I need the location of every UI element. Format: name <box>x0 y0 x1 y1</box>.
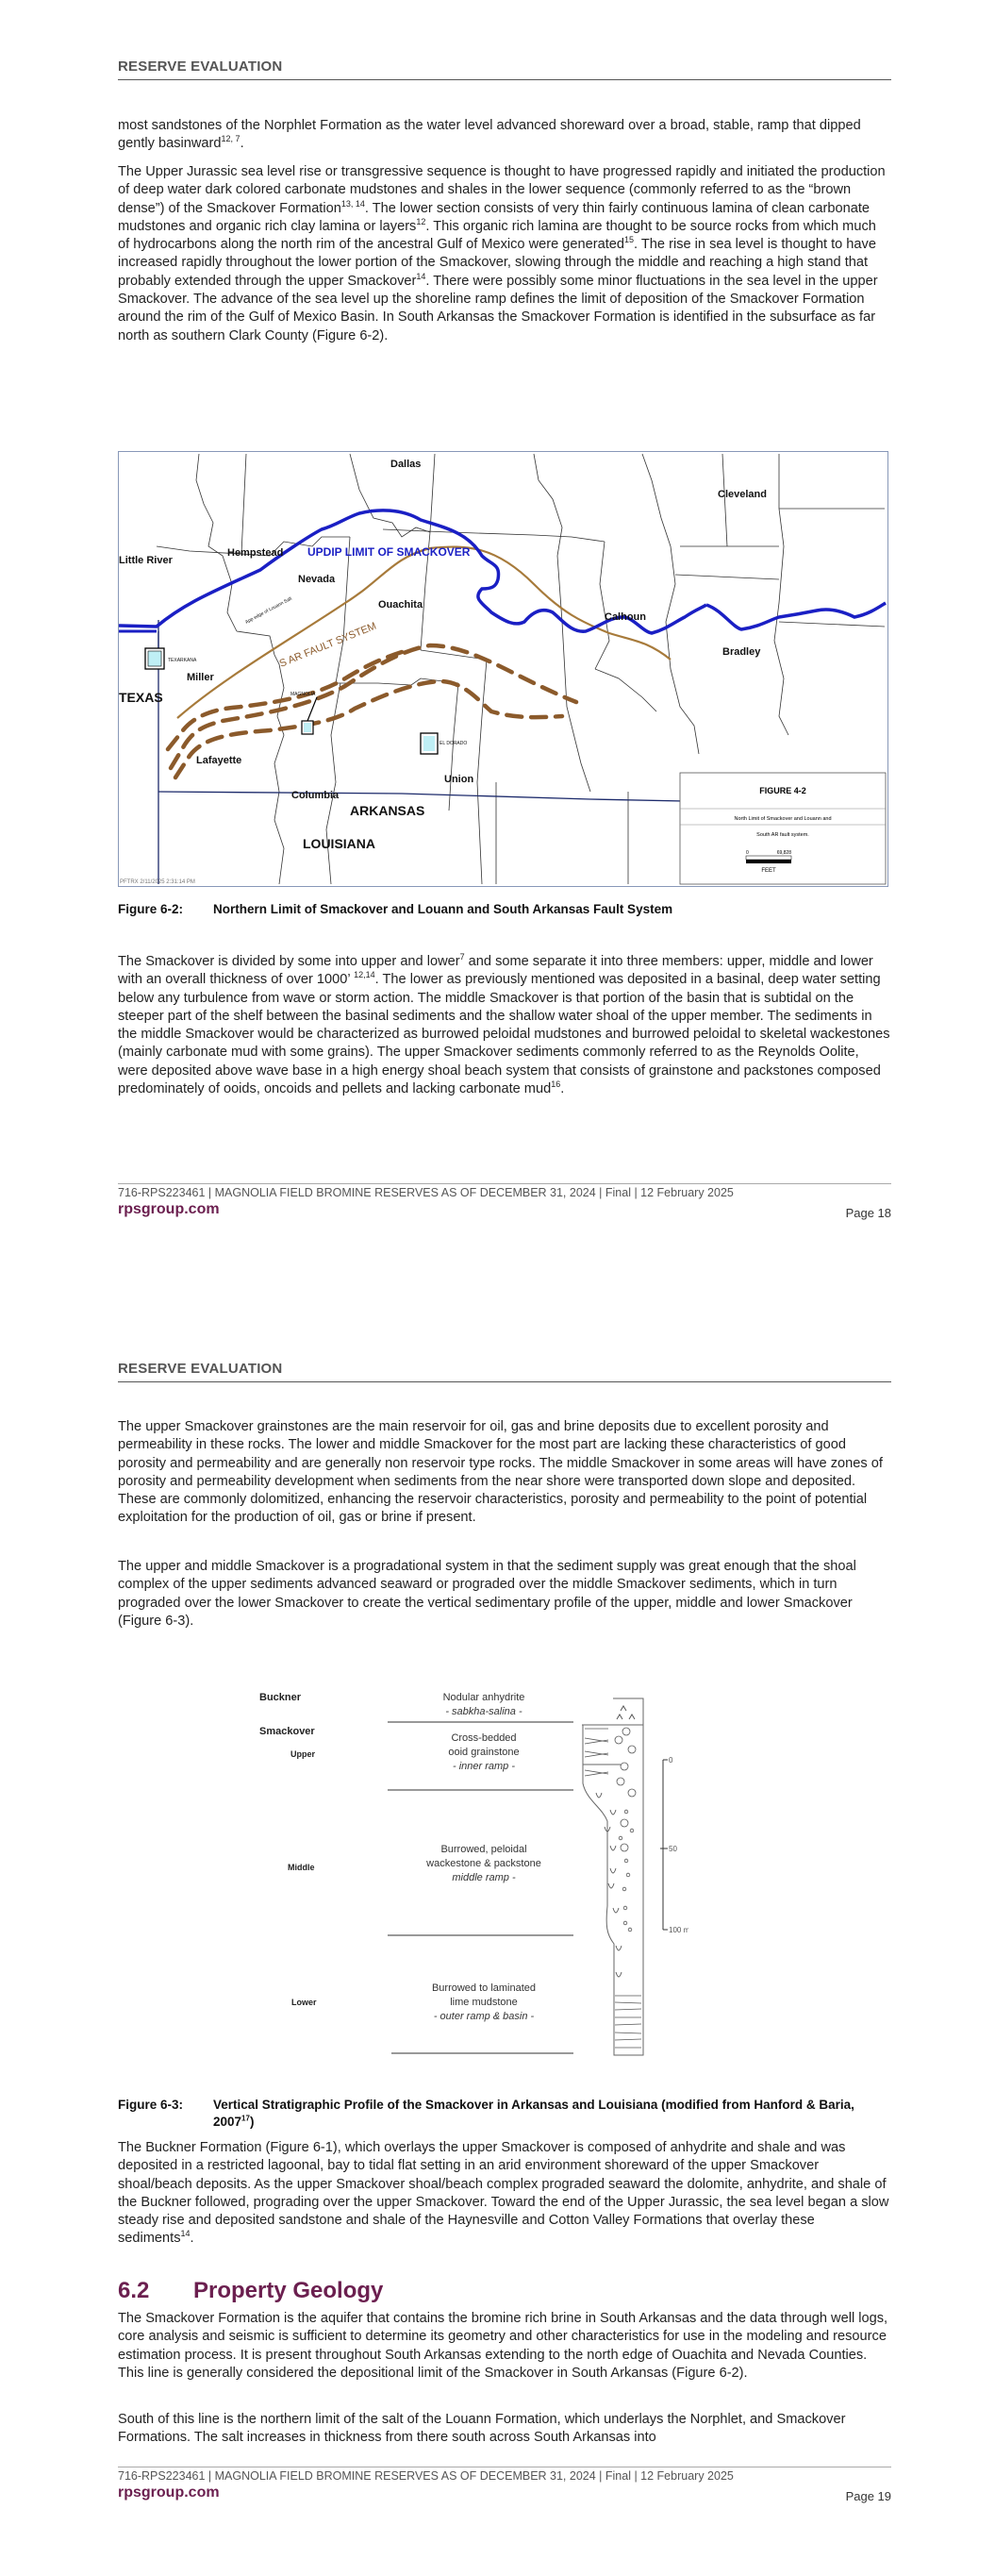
header-rule <box>118 1381 891 1382</box>
svg-text:ooid grainstone: ooid grainstone <box>448 1747 520 1758</box>
svg-text:FIGURE 4-2: FIGURE 4-2 <box>759 786 806 795</box>
svg-text:South AR fault system.: South AR fault system. <box>756 832 809 838</box>
figure-caption <box>118 2097 891 2131</box>
svg-text:TEXAS: TEXAS <box>119 690 163 705</box>
running-header: RESERVE EVALUATION <box>118 59 283 75</box>
svg-text:Dallas: Dallas <box>390 459 422 470</box>
svg-text:Nevada: Nevada <box>298 574 336 585</box>
svg-text:Calhoun: Calhoun <box>605 611 646 623</box>
paragraph: The Upper Jurassic sea level rise or transgressive sequence is thought to have progressed rapidly and initiated the production of deep water dark colored carbonate mudstones and shales in the lower sequence (commonly referred to as the “brown dense”) of the Smackover Formation$^{13, 14}$. The lower section consists of very thin fairly continuous lamina of clean carbonate mudstones and organic rich clay lamina or layers$^{12}$. This organic rich lamina are thought to be source rocks from which much of hydrocarbons along the north rim of the ancestral Gulf of Mexico were generated$^{15}$. The rise in sea level is thought to have increased rapidly throughout the lower portion of the Smackover, slowing through the middle and reaching a high stand that probably extended through the upper Smackover$^{14}$. There were possibly some minor fluctuations in the sea level in the upper Smackover. The advance of the sea level up the shoreline ramp defines the limit of deposition of the Smackover Formation around the rim of the Gulf of Mexico Basin. In South Arkansas the Smackover Formation is identified in the subsurface as far north as southern Clark County (Figure 6-2). <box>118 164 886 343</box>
figure-6-2-map <box>118 451 888 887</box>
svg-text:Cleveland: Cleveland <box>718 489 767 500</box>
svg-text:MAGNOLIA: MAGNOLIA <box>290 692 316 697</box>
svg-text:Nodular anhydrite: Nodular anhydrite <box>442 1692 525 1703</box>
svg-text:Lower: Lower <box>291 1998 317 2007</box>
figure-6-3-strat-profile <box>245 1689 688 2095</box>
svg-text:Upper: Upper <box>290 1749 316 1759</box>
svg-text:Middle: Middle <box>288 1863 315 1872</box>
section-title: Property Geology <box>193 2278 384 2303</box>
svg-text:App edge of Louann Salt: App edge of Louann Salt <box>244 595 293 626</box>
svg-text:- sabkha-salina -: - sabkha-salina - <box>445 1706 522 1717</box>
svg-text:69,828: 69,828 <box>776 850 791 856</box>
svg-text:wackestone & packstone: wackestone & packstone <box>426 1858 541 1869</box>
footer-doc-line: 716-RPS223461 | MAGNOLIA FIELD BROMINE RESERVES AS OF DECEMBER 31, 2024 | Final | 12 February 2025 <box>118 2469 734 2483</box>
svg-text:Miller: Miller <box>187 672 214 683</box>
map-legend <box>680 773 886 884</box>
stratigraphic-column <box>245 1689 688 2095</box>
svg-text:100 m: 100 m <box>669 1926 688 1934</box>
svg-text:FEET: FEET <box>761 868 776 874</box>
citation-superscript: 12, 7 <box>221 134 240 144</box>
svg-text:Ouachita: Ouachita <box>378 599 423 611</box>
svg-text:Union: Union <box>444 774 474 785</box>
svg-text:- inner ramp -: - inner ramp - <box>452 1761 516 1772</box>
figure-number: Figure 6-3: <box>118 2098 184 2112</box>
svg-text:ARKANSAS: ARKANSAS <box>350 803 425 818</box>
citation-superscript: 12 <box>416 217 426 227</box>
citation-superscript: 16 <box>551 1079 561 1090</box>
figure-title: Vertical Stratigraphic Profile of the Smackover in Arkansas and Louisiana (modified from Hanford & Baria, 2007$^{17}$) <box>213 2098 854 2129</box>
svg-text:Columbia: Columbia <box>291 790 340 801</box>
figure-caption <box>118 901 891 918</box>
svg-text:Bradley: Bradley <box>722 646 761 658</box>
svg-text:Lafayette: Lafayette <box>196 755 242 766</box>
svg-text:50: 50 <box>669 1845 677 1853</box>
svg-text:TEXARKANA: TEXARKANA <box>168 658 197 663</box>
svg-text:S AR FAULT SYSTEM: S AR FAULT SYSTEM <box>277 620 378 670</box>
paragraph: The Smackover Formation is the aquifer that contains the bromine rich brine in South Arkansas and the data through well logs, core analysis and seismic is sufficient to determine its geometry and other characteristics for use in the modeling and resource estimation process. It is present throughout South Arkansas extending to the north edge of Ouachita and Nevada Counties. This line is generally considered the depositional limit of the Smackover in South Arkansas (Figure 6-2). <box>118 2311 888 2381</box>
svg-text:EL DORADO: EL DORADO <box>439 741 468 746</box>
svg-text:middle ramp -: middle ramp - <box>452 1872 516 1883</box>
citation-superscript: 13, 14 <box>340 198 365 209</box>
svg-text:UPDIP LIMIT OF SMACKOVER: UPDIP LIMIT OF SMACKOVER <box>307 545 471 559</box>
footer-rule <box>118 1183 891 1184</box>
paragraph: The upper Smackover grainstones are the main reservoir for oil, gas and brine deposits due to excellent porosity and permeability in these rocks. The lower and middle Smackover for the most part are lacking these characteristics of good porosity and permeability and are generally non reservoir type rocks. The middle Smackover in some areas will have zones of porosity and permeability development when sediments from the near shore were transported down slope and deposited. These are commonly dolomitized, enhancing the reservoir characteristics, porosity and permeability to the point of potential exploitation for the production of oil, gas or brine if present. <box>118 1419 883 1526</box>
svg-text:Cross-bedded: Cross-bedded <box>451 1732 517 1744</box>
footer-brand-link[interactable]: rpsgroup.com <box>118 1201 220 1217</box>
svg-text:lime mudstone: lime mudstone <box>450 1997 518 2008</box>
svg-text:Buckner: Buckner <box>259 1692 302 1703</box>
svg-text:Burrowed to laminated: Burrowed to laminated <box>431 1982 537 1994</box>
figure-title: Northern Limit of Smackover and Louann and South Arkansas Fault System <box>213 902 673 916</box>
svg-text:North Limit of Smackover and L: North Limit of Smackover and Louann and <box>734 816 832 822</box>
map-print-note: PFTRX 2/11/2025 2:31:14 PM <box>120 879 195 885</box>
running-header: RESERVE EVALUATION <box>118 1361 283 1377</box>
svg-text:- outer ramp & basin -: - outer ramp & basin - <box>433 2011 535 2022</box>
paragraph: most sandstones of the Norphlet Formation as the water level advanced shoreward over a broad, stable, ramp that dipped gently basinward$^{12, 7}$. <box>118 118 861 152</box>
citation-superscript: 14 <box>180 2229 191 2239</box>
footer-page-number: Page 19 <box>845 2489 891 2503</box>
svg-text:LOUISIANA: LOUISIANA <box>303 836 375 851</box>
citation-superscript: 14 <box>416 271 426 281</box>
header-rule <box>118 79 891 80</box>
svg-text:0: 0 <box>669 1756 673 1765</box>
section-number: 6.2 <box>118 2278 150 2303</box>
svg-text:Smackover: Smackover <box>259 1726 315 1737</box>
section-heading <box>118 2278 383 2304</box>
svg-text:Little River: Little River <box>119 555 173 566</box>
citation-superscript: 15 <box>624 235 635 245</box>
svg-text:0: 0 <box>746 850 749 856</box>
paragraph: The Smackover is divided by some into upper and lower$^7$ and some separate it into three members: upper, middle and lower with an overall thickness of over 1000’ $^{12,14}$. The lower as previously mentioned was deposited in a basinal, deep water setting below any turbulence from wave or storm action. The middle Smackover is that portion of the basin that is subtidal on the steeper part of the shelf between the basinal sediments and the shallow water shoal of the upper member. The sediments in the middle Smackover would be characterized as burrowed peloidal mudstones and burrowed peloidal to skeletal wackestones (mainly carbonate mud with some grains). The upper Smackover sediments commonly referred to as the Reynolds Oolite, were deposited above wave base in a high energy shoal beach system that consists of grainstone and packstones composed predominately of ooids, oncoids and pellets and lacking carbonate mud$^{16}$. <box>118 952 890 1097</box>
svg-text:Burrowed, peloidal: Burrowed, peloidal <box>440 1844 527 1855</box>
citation-superscript: 7 <box>459 952 465 962</box>
footer-doc-line: 716-RPS223461 | MAGNOLIA FIELD BROMINE RESERVES AS OF DECEMBER 31, 2024 | Final | 12 February 2025 <box>118 1186 734 1199</box>
footer-page-number: Page 18 <box>845 1206 891 1220</box>
citation-superscript: 12,14 <box>354 970 375 980</box>
svg-text:Hempstead: Hempstead <box>227 547 284 559</box>
smackover-limit-map <box>119 452 887 886</box>
paragraph: The upper and middle Smackover is a progradational system in that the sediment supply was great enough that the shoal complex of the upper sediments advanced seaward or prograded over the middle Smackover sediments, which in turn prograded over the lower Smackover to create the vertical sedimentary profile of the upper, middle and lower Smackover (Figure 6-3). <box>118 1559 856 1629</box>
paragraph: The Buckner Formation (Figure 6-1), which overlays the upper Smackover is composed of anhydrite and shale and was deposited in a restricted lagoonal, bay to tidal flat setting in an arid environment shoreward of the upper Smackover shoal/beach deposits. As the upper Smackover shoal/beach complex prograded seaward the dolomite, anhydrite, and shale of the Buckner followed, prograding over the upper Smackover. Toward the end of the Upper Jurassic, the sea level began a slow steady rise and deposited sandstone and shale of the Haynesville and Cotton Valley Formations that overlay these sediments$^{14}$. <box>118 2140 889 2247</box>
footer-brand-link[interactable]: rpsgroup.com <box>118 2484 220 2501</box>
paragraph: South of this line is the northern limit of the salt of the Louann Formation, which underlays the Norphlet, and Smackover Formations. The salt increases in thickness from there south across South Arkansas into <box>118 2412 846 2446</box>
figure-number: Figure 6-2: <box>118 902 184 916</box>
